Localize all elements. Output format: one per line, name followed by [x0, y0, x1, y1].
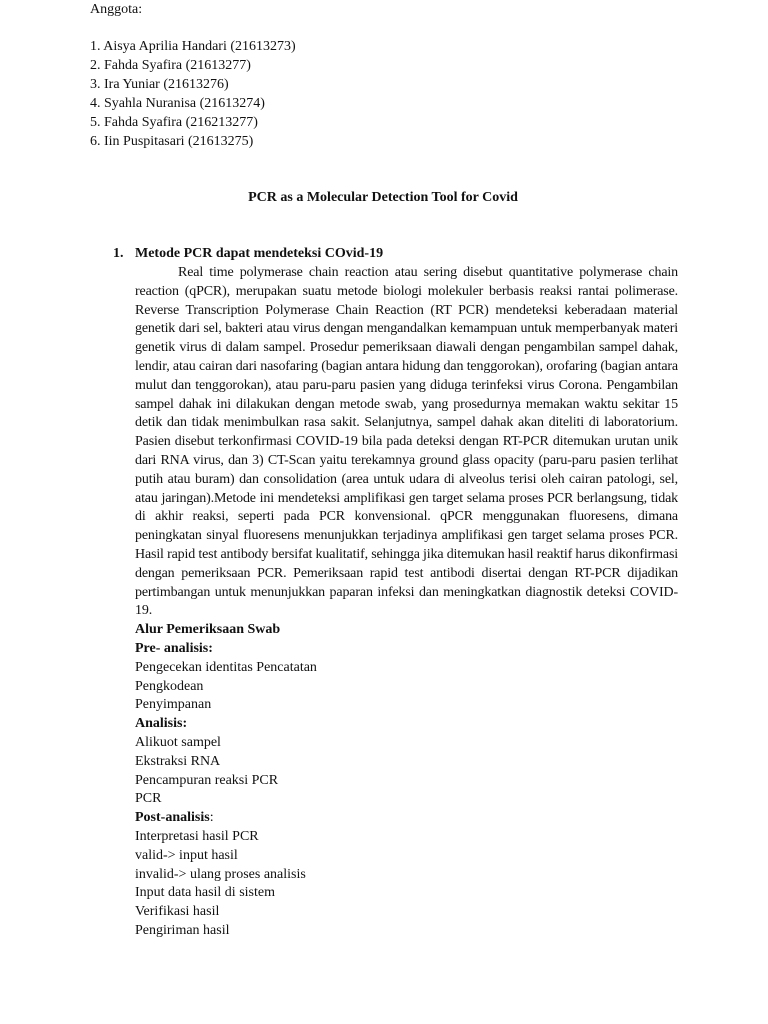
list-item: valid-> input hasil — [135, 847, 238, 863]
list-item: Alikuot sampel — [135, 734, 221, 750]
member-item: 1. Aisya Aprilia Handari (21613273) — [90, 39, 296, 54]
flow-title: Alur Pemeriksaan Swab — [135, 622, 281, 638]
body-paragraph: Real time polymerase chain reaction atau sering disebut quantitative polymerase chain reaction (qPCR), merupakan suatu metode biologi molekuler berbasis reaksi rantai polimerase. Reverse Transcription Polymerase Chain Reaction (RT PCR) mendeteksi keberadaan material genetik dari sel, bakteri atau virus dengan mengandalkan kemampuan untuk memperbanyak materi genetik virus di dalam sampel. Prosedur pemeriksaan diawali dengan pengambilan sampel dahak, lendir, atau cairan dari nasofaring (bagian antara hidung dan tenggorokan), orofaring (bagian antara mulut dan tenggorokan), atau paru-paru pasien yang diduga terinfeksi virus Corona. Pengambilan sampel dahak ini dilakukan dengan metode swab, yang prosedurnya memakan waktu sekitar 15 detik dan tidak menimbulkan rasa sakit. Selanjutnya, sampel dahak akan diteliti di laboratorium. Pasien disebut terkonfirmasi COVID-19 bila pada deteksi dengan RT-PCR ditemukan urutan unik dari RNA virus, dan 3) CT-Scan yaitu terekamnya ground glass opacity (paru-paru pasien terlihat putih atau buram) dan consolidation (area untuk udara di alveolus terisi oleh cairan patologi, sel, atau jaringan).Metode ini mendeteksi amplifikasi gen target selama proses PCR berlangsung, tidak di akhir reaksi, seperti pada PCR konvensional. qPCR menggunakan fluoresens, dimana peningkatan sinyal fluoresens menunjukkan terjadinya amplifikasi gen target selama proses PCR. Hasil rapid test antibody bersifat kualitatif, sehingga jika ditemukan hasil reaktif harus dikonfirmasi dengan pemeriksaan PCR. Pemeriksaan rapid test antibodi disertai dengan RT-PCR dijadikan pertimbangan untuk menunjukkan paparan infeksi dan meningkatkan diagnostik deteksi COVID-19. — [135, 265, 678, 619]
member-item: 5. Fahda Syafira (216213277) — [90, 115, 258, 130]
document-title: PCR as a Molecular Detection Tool for Covid — [248, 190, 518, 205]
swab-flow — [135, 621, 678, 941]
list-item: Verifikasi hasil — [135, 904, 220, 920]
list-item: Pencampuran reaksi PCR — [135, 772, 279, 788]
member-item: 3. Ira Yuniar (21613276) — [90, 77, 229, 92]
section-heading-text: Metode PCR dapat mendeteksi COvid-19 — [135, 246, 384, 261]
section-body — [135, 264, 678, 941]
list-item: Ekstraksi RNA — [135, 753, 221, 769]
list-item: Pengkodean — [135, 678, 204, 694]
section-heading — [113, 244, 383, 263]
list-item: Interpretasi hasil PCR — [135, 828, 259, 844]
post-analysis-colon: : — [209, 810, 214, 826]
member-item: 2. Fahda Syafira (21613277) — [90, 58, 251, 73]
list-item: Input data hasil di sistem — [135, 885, 275, 901]
list-item: Penyimpanan — [135, 697, 212, 713]
analysis-heading: Analisis: — [135, 716, 188, 732]
member-item: 4. Syahla Nuranisa (21613274) — [90, 96, 265, 111]
pre-analysis-heading: Pre- analisis: — [135, 640, 213, 656]
list-item: Pengecekan identitas Pencatatan — [135, 659, 317, 675]
list-item: invalid-> ulang proses analisis — [135, 866, 306, 882]
section-number: 1. — [113, 246, 124, 261]
member-list — [90, 0, 296, 151]
post-analysis-heading: Post-analisis — [135, 810, 210, 826]
list-item: PCR — [135, 791, 162, 807]
post-analysis-heading-row — [135, 809, 678, 828]
list-item: Pengiriman hasil — [135, 922, 230, 938]
member-item: 6. Iin Puspitasari (21613275) — [90, 134, 254, 149]
member-list-label: Anggota: — [90, 2, 143, 17]
